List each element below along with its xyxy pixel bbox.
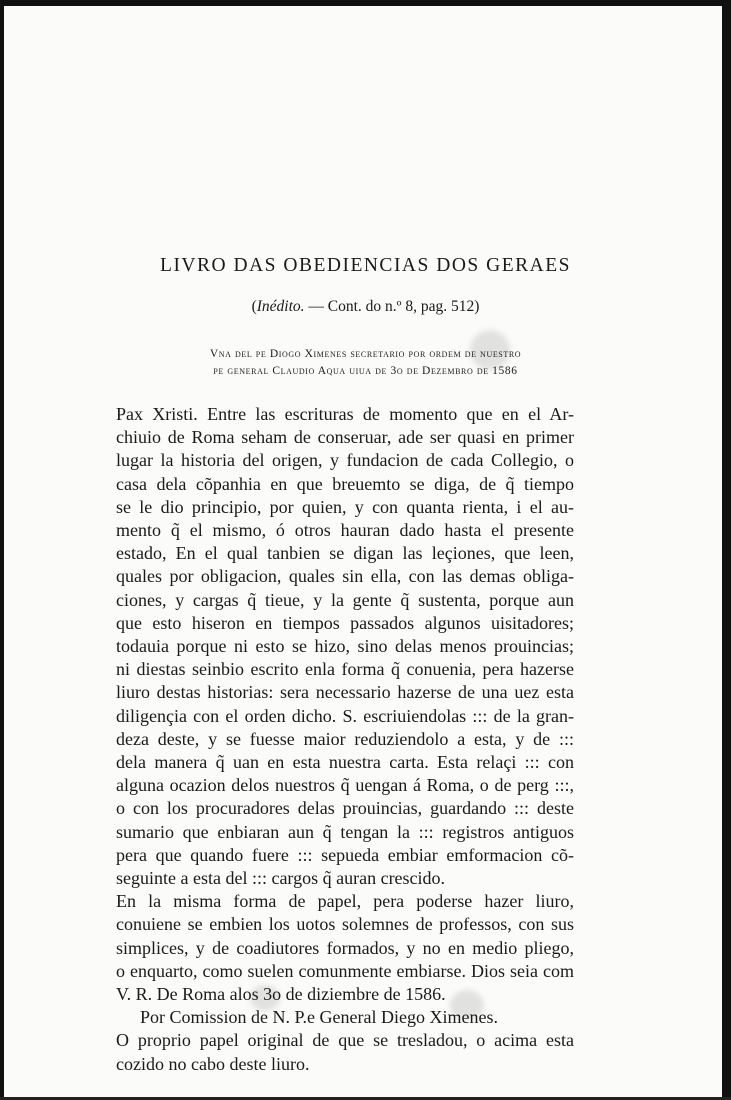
subtitle-italic: Inédito. — [256, 298, 305, 315]
text-line: que esto hiseron en tiempos passados algunos uisitadores; — [116, 612, 574, 633]
text-line: ciones, y cargas q̃ tieue, y la gente q̃ sustenta, porque aun — [116, 589, 574, 610]
text-line: todauia porque ni esto se hizo, sino delas menos prouincias; — [116, 636, 574, 657]
text-line: ni diestas seinbio escrito enla forma q̃ conuenia, pera hazerse — [116, 659, 574, 680]
page-title: LIVRO DAS OBEDIENCIAS DOS GERAES — [160, 255, 571, 276]
letter-heading — [0, 346, 731, 380]
text-line: sumario que enbiaran aun q̃ tengan la ::: registros antiguos — [116, 821, 574, 842]
text-line: Pax Xristi. Entre las escrituras de momento que en el Ar- — [116, 404, 574, 424]
paragraph-2 — [116, 890, 574, 1006]
text-line: liuro destas historias: sera necessario hazerse de una uez esta — [116, 682, 574, 703]
text-line: chiuio de Roma seham de conseruar, ade ser quasi en primer — [116, 427, 574, 448]
text-line: dela manera q̃ uan en esta nuestra carta. Esta relaçi ::: con — [116, 752, 574, 773]
text-line: pera que quando fuere ::: sepueda embiar emformacion cõ- — [116, 844, 574, 865]
scan-border-top — [0, 0, 731, 6]
text-line: En la misma forma de papel, pera poderse hazer liuro, — [116, 891, 574, 912]
scan-border-right — [722, 0, 731, 1100]
text-line: simplices, y de coadiutores formados, y no en medio pliego, — [116, 937, 574, 958]
heading-line: Vna del pe Diogo Ximenes secretario por ordem de nuestro — [209, 348, 522, 360]
scan-border-left — [0, 0, 4, 1100]
closing-note — [116, 1029, 574, 1075]
text-line: cozido no cabo deste liuro. — [116, 1053, 310, 1074]
text-line: mento q̃ el mismo, ó otros hauran dado hasta el presente — [116, 520, 574, 541]
signature — [116, 1006, 574, 1029]
heading-line: pe general Claudio Aqua uiua de 3o de Dezembro de 1586 — [213, 365, 518, 377]
text-line: deza deste, y se fuesse maior reduziendolo a esta, y de ::: — [116, 728, 574, 749]
text-line: conuiene se embien los uotos solemnes de professos, con sus — [116, 914, 574, 935]
text-line: o enquarto, como suelen comunmente embiarse. Dios seia com — [116, 960, 574, 981]
text-line: lugar la historia del origen, y fundacion de cada Collegio, o — [116, 450, 574, 471]
text-line: diligençia con el orden dicho. S. escriuiendolas ::: de la gran- — [116, 705, 574, 726]
text-line: V. R. De Roma alos 3o de diziembre de 1586. — [116, 984, 446, 1005]
subtitle-open: ( — [251, 298, 257, 315]
subtitle — [0, 298, 731, 316]
paragraph-1 — [116, 403, 574, 890]
text-line: alguna ocazion delos nuestros q̃ uengan á Roma, o de perg :::, — [116, 775, 574, 796]
letter-body — [116, 403, 574, 1076]
text-line: seguinte a esta del ::: cargos q̃ auran crescido. — [116, 868, 446, 889]
text-line: se le dio principio, por quien, y con quanta rienta, i el au- — [116, 496, 574, 517]
text-line: O proprio papel original de que se tresladou, o acima esta — [116, 1030, 574, 1051]
text-line: o con los procuradores delas prouincias, guardando ::: deste — [116, 798, 574, 819]
subtitle-rest: — Cont. do n.º 8, pag. 512) — [304, 298, 480, 315]
text-line: casa dela cõpanhia en que breuemto se diga, de q̃ tiempo — [116, 473, 574, 494]
text-line: quales por obligacion, quales sin ella, con las demas obliga- — [116, 566, 574, 587]
text-line: estado, En el qual tanbien se digan las leçiones, que leen, — [116, 543, 574, 564]
signature-line: Por Comission de N. P.e General Diego Ximenes. — [140, 1007, 498, 1028]
